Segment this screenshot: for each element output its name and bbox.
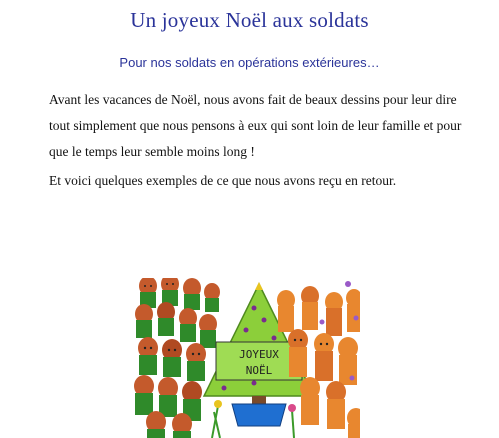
- drawing-text-noel: NOËL: [245, 364, 273, 377]
- drawing-text-joyeux: JOYEUX: [239, 348, 279, 361]
- christmas-drawing: [134, 278, 360, 438]
- examples-paragraph: Et voici quelques exemples de ce que nous avons reçu en retour.: [49, 173, 397, 188]
- page-subtitle: Pour nos soldats en opérations extérieures…: [119, 55, 380, 70]
- page-title: Un joyeux Noël aux soldats: [130, 8, 369, 32]
- intro-paragraph: Avant les vacances de Noël, nous avons fait de beaux dessins pour leur dire tout simplement que nous pensons à eux qui sont loin de leur famille et pour que le temps leur semble moins long !: [49, 92, 462, 159]
